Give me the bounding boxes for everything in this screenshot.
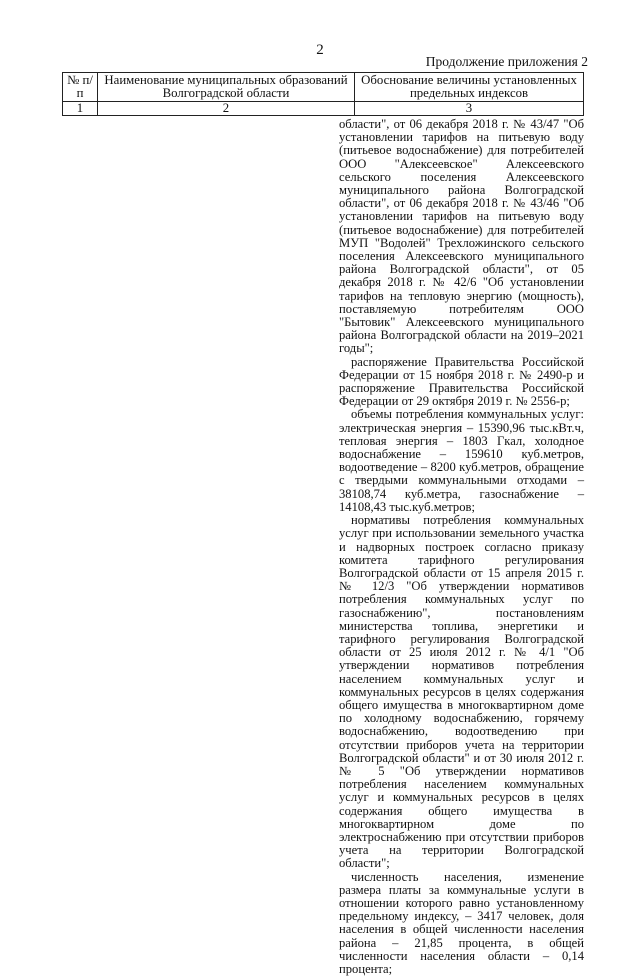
column-number-3: 3: [355, 102, 584, 116]
paragraph-government-orders: распоряжение Правительства Российской Федерации от 15 ноября 2018 г. № 2490-р и распоряжение Правительства Российской Федерации от 29 октября 2019 г. № 2556-р;: [339, 354, 584, 409]
column-header-number: № п/п: [63, 73, 98, 102]
page-number: 2: [316, 42, 324, 58]
column-number-row: [63, 102, 584, 116]
justification-text-column: [339, 118, 584, 976]
column-number-1: 1: [63, 102, 98, 116]
header-row: [63, 73, 584, 102]
column-number-2: 2: [98, 102, 355, 116]
header-table: [62, 72, 584, 116]
paragraph-population: численность населения, изменение размера платы за коммунальные услуги в отношении которого равно установленному предельному индексу, – 3417 человек, доля населения в общей численности населения района – 21,85 процента, в общей численности населения области – 0,14 процента;: [339, 869, 584, 976]
column-header-justification: Обоснование величины установленных предельных индексов: [355, 73, 584, 102]
appendix-continuation-label: Продолжение приложения 2: [425, 54, 588, 69]
paragraph-consumption-norms: нормативы потребления коммунальных услуг при использовании земельного участка и надворных построек согласно приказу комитета тарифного регулирования Волгоградской области от 15 апреля 2015 г. № 12/3 "Об утверждении нормативов потребления коммунальных услуг по газоснабжению", постановлениям министерства топлива, энергетики и тарифного регулирования Волгоградской области от 25 июля 2012 г. № 4/1 "Об утверждении нормативов потребления населением коммунальных услуг и коммунальных ресурсов в целях содержания общего имущества в многоквартирном доме по холодному водоснабжению, горячему водоснабжению, водоотведению при отсутствии приборов учета на территории Волгоградской области" и от 30 июля 2012 г. № 5 "Об утверждении нормативов потребления населением коммунальных услуг и коммунальных ресурсов в целях содержания общего имущества в многоквартирном доме по электроснабжению при отсутствии приборов учета на территории Волгоградской области";: [339, 513, 584, 871]
paragraph-consumption-volumes: объемы потребления коммунальных услуг: электрическая энергия – 15390,96 тыс.кВт.ч, тепловая энергия – 1803 Гкал, холодное водоснабжение – 159610 куб.метров, водоотведение – 8200 куб.метров, обращение с твердыми коммунальными отходами – 38108,74 куб.метра, газоснабжение – 14108,43 тыс.куб.метров;: [339, 407, 584, 514]
paragraph-tariff-orders: области", от 06 декабря 2018 г. № 43/47 "Об установлении тарифов на питьевую воду (питьевое водоснабжение) для потребителей ООО "Алексеевское" Алексеевского сельского поселения Алексеевского муниципального района Волгоградской области", от 06 декабря 2018 г. № 43/46 "Об установлении тарифов на питьевую воду (питьевое водоснабжение) для потребителей МУП "Водолей" Трехложинского сельского поселения Алексеевского муниципального района Волгоградской области", от 05 декабря 2018 г. № 42/6 "Об установлении тарифов на тепловую энергию (мощность), поставляемую потребителям ООО "Бытовик" Алексеевского муниципального района Волгоградской области на 2019–2021 годы";: [339, 117, 584, 356]
column-header-municipality: Наименование муниципальных образований Волгоградской области: [98, 73, 355, 102]
